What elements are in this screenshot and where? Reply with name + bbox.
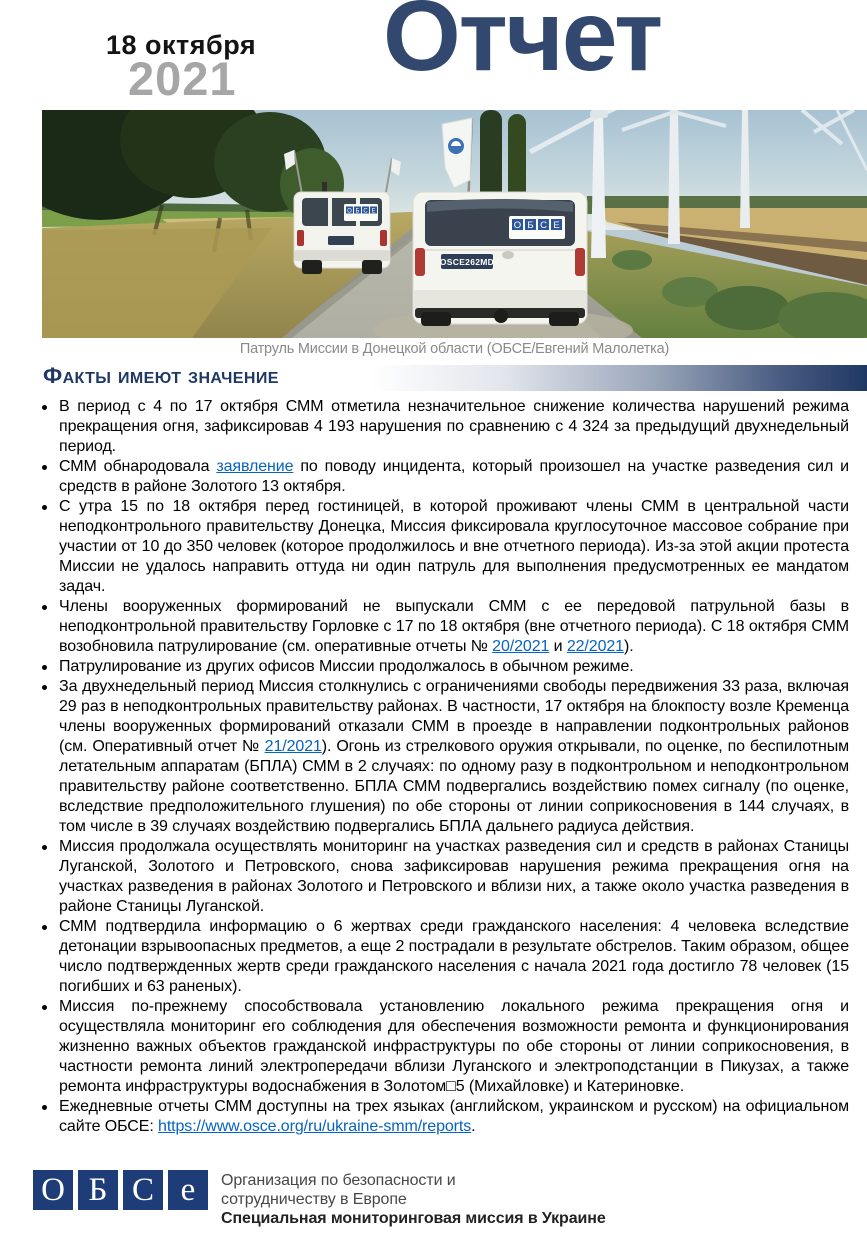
svg-text:О: О (513, 220, 522, 231)
shrub-road-edge (612, 250, 652, 270)
logo-square: е (168, 1170, 208, 1210)
license-plate-text: OSCE262MD (439, 257, 495, 267)
report-date-day: 18 октября (106, 30, 257, 60)
fact-item (36, 837, 849, 917)
fact-item (36, 597, 849, 657)
fact-item (36, 497, 849, 597)
shrub-right-2 (705, 286, 789, 330)
org-line2: сотрудничеству в Европе (221, 1191, 407, 1208)
svg-text:Б: Б (527, 220, 534, 231)
logo-square: О (33, 1170, 73, 1210)
fact-text: ). Огонь из стрелкового оружия открывали, по оценке, по беспилотным летательным аппаратам (БПЛА) СММ в 2 случаях: по одному разу в подконтрольном и неподконтрольном правительству районе соответственно. БПЛА СММ подвергались воздействию помех сигналу (по оценке, вследствие предположительного глушения) по обе стороны от линии соприкосновения в 144 случаях, в том числе в 39 случаях воздействию подвергались БПЛА дальнего радиуса действия. (59, 738, 849, 835)
photo-caption: Патруль Миссии в Донецкой области (ОБСЕ/Евгений Малолетка) (239, 341, 670, 357)
svg-text:С: С (363, 208, 368, 215)
photo-illustration (42, 110, 867, 338)
section-title: Факты имеют значение (43, 363, 279, 388)
logo-square: Б (78, 1170, 118, 1210)
logo-square: С (123, 1170, 163, 1210)
fact-text: СММ подтвердила информацию о 6 жертвах среди гражданского населения: 4 человека вследствие детонации взрывоопасных предметов, а еще 2 пострадали в результате обстрелов. Таким образом, общее число подтвержденных жертв среди гражданского населения с начала 2021 года достигло 78 человек (15 погибших и 63 раненых). (59, 918, 849, 995)
svg-text:Е: Е (371, 208, 376, 215)
inline-link[interactable]: 21/2021 (264, 738, 322, 755)
fact-item (36, 397, 849, 457)
org-line1: Организация по безопасности и (221, 1172, 456, 1189)
osce-sign-rear (509, 216, 565, 239)
fact-text: . (471, 1118, 476, 1135)
fact-text: и (549, 638, 567, 655)
fact-text: Миссия продолжала осуществлять мониторинг на участках разведения сил и средств в районах Станицы Луганской, Золотого и Петровского, снова зафиксировав нарушения режима прекращения огня на участках разведения в районах Золотого и Петровского и вблизи них, а также около участка разведения в районе Станицы Луганской. (59, 838, 849, 915)
org-text-block (221, 1170, 606, 1228)
svg-text:Б: Б (355, 208, 360, 215)
fact-item (36, 457, 849, 497)
report-date (106, 30, 257, 105)
inline-link[interactable]: 22/2021 (566, 638, 624, 655)
osce-sign-front (344, 204, 378, 221)
osce-logo (33, 1170, 208, 1210)
page-title: Отчет (383, 0, 662, 92)
fact-text: по поводу инцидента, который произошел на участке разведения сил и средств в районе Золотого 13 октября. (59, 458, 850, 495)
patrol-photo (42, 110, 867, 338)
mission-line: Специальная мониторинговая миссия в Украине (221, 1210, 606, 1227)
svg-text:С: С (540, 220, 547, 231)
fact-item (36, 917, 849, 997)
svg-text:О: О (347, 208, 352, 215)
license-plate-rear (440, 254, 494, 269)
fact-item (36, 677, 849, 837)
report-footer (33, 1170, 606, 1228)
fact-text: Члены вооруженных формирований не выпускали СММ с ее передовой патрульной базы в неподконтрольной правительству Горловке с 17 по 18 октября (вне отчетного периода). С 18 октября СММ возобновила патрулирование (см. оперативные отчеты № (59, 598, 849, 655)
fact-text: СММ обнародовала (59, 458, 217, 475)
fact-text: ). (623, 638, 634, 655)
inline-link[interactable]: https://www.osce.org/ru/ukraine-smm/reports (158, 1118, 472, 1135)
report-date-year: 2021 (128, 52, 237, 105)
fact-text: За двухнедельный период Миссия столкнулись с ограничениями свободы передвижения 33 раза, включая 29 раз в неподконтрольных правительству районах. В частности, 17 октября на блокпосту возле Кременца члены вооруженных формирований отказали СММ в проезде в направлении подконтрольных районов (см. Оперативный отчет № (59, 678, 849, 755)
fact-text: Ежедневные отчеты СММ доступны на трех языках (английском, украинском и русском) на официальном сайте ОБСЕ: (59, 1098, 849, 1135)
fact-item (36, 997, 849, 1097)
fact-text: Миссия по-прежнему способствовала установлению локального режима прекращения огня и осуществляла мониторинг его соблюдения для обеспечения возможности ремонта и функционирования жизненно важных объектов гражданской инфраструктуры по обе стороны от линии соприкосновения, в частности ремонта линий электропередачи вблизи Луганского и электроподстанции в Пикузах, а также ремонта инфраструктуры водоснабжения в Золотом□5 (Михайловке) и Катериновке. (59, 998, 849, 1095)
fact-item (36, 1097, 849, 1137)
svg-text:Е: Е (553, 220, 560, 231)
fact-text: С утра 15 по 18 октября перед гостиницей, в которой проживают члены СММ в центральной части неподконтрольного правительству Донецка, Миссия фиксировала круглосуточное массовое собрание при участии от 10 до 350 человек (которое продолжилось и вне отчетного периода). Из-за этой акции протеста Миссии не удалось направить оттуда ни один патруль для выполнения предусмотренных ее мандатом задач. (59, 498, 849, 595)
section-header-bar (42, 365, 867, 391)
inline-link[interactable]: заявление (216, 458, 294, 475)
inline-link[interactable]: 20/2021 (492, 638, 550, 655)
fact-text: Патрулирование из других офисов Миссии продолжалось в обычном режиме. (59, 658, 634, 675)
license-plate-front (328, 236, 354, 245)
facts-list (36, 397, 849, 1137)
poplar-2 (508, 114, 526, 202)
fact-text: В период с 4 по 17 октября СММ отметила незначительное снижение количества нарушений режима прекращения огня, зафиксировав 4 193 нарушения по сравнению с 4 324 за предыдущий двухнедельный период. (59, 398, 849, 455)
fact-item (36, 657, 849, 677)
